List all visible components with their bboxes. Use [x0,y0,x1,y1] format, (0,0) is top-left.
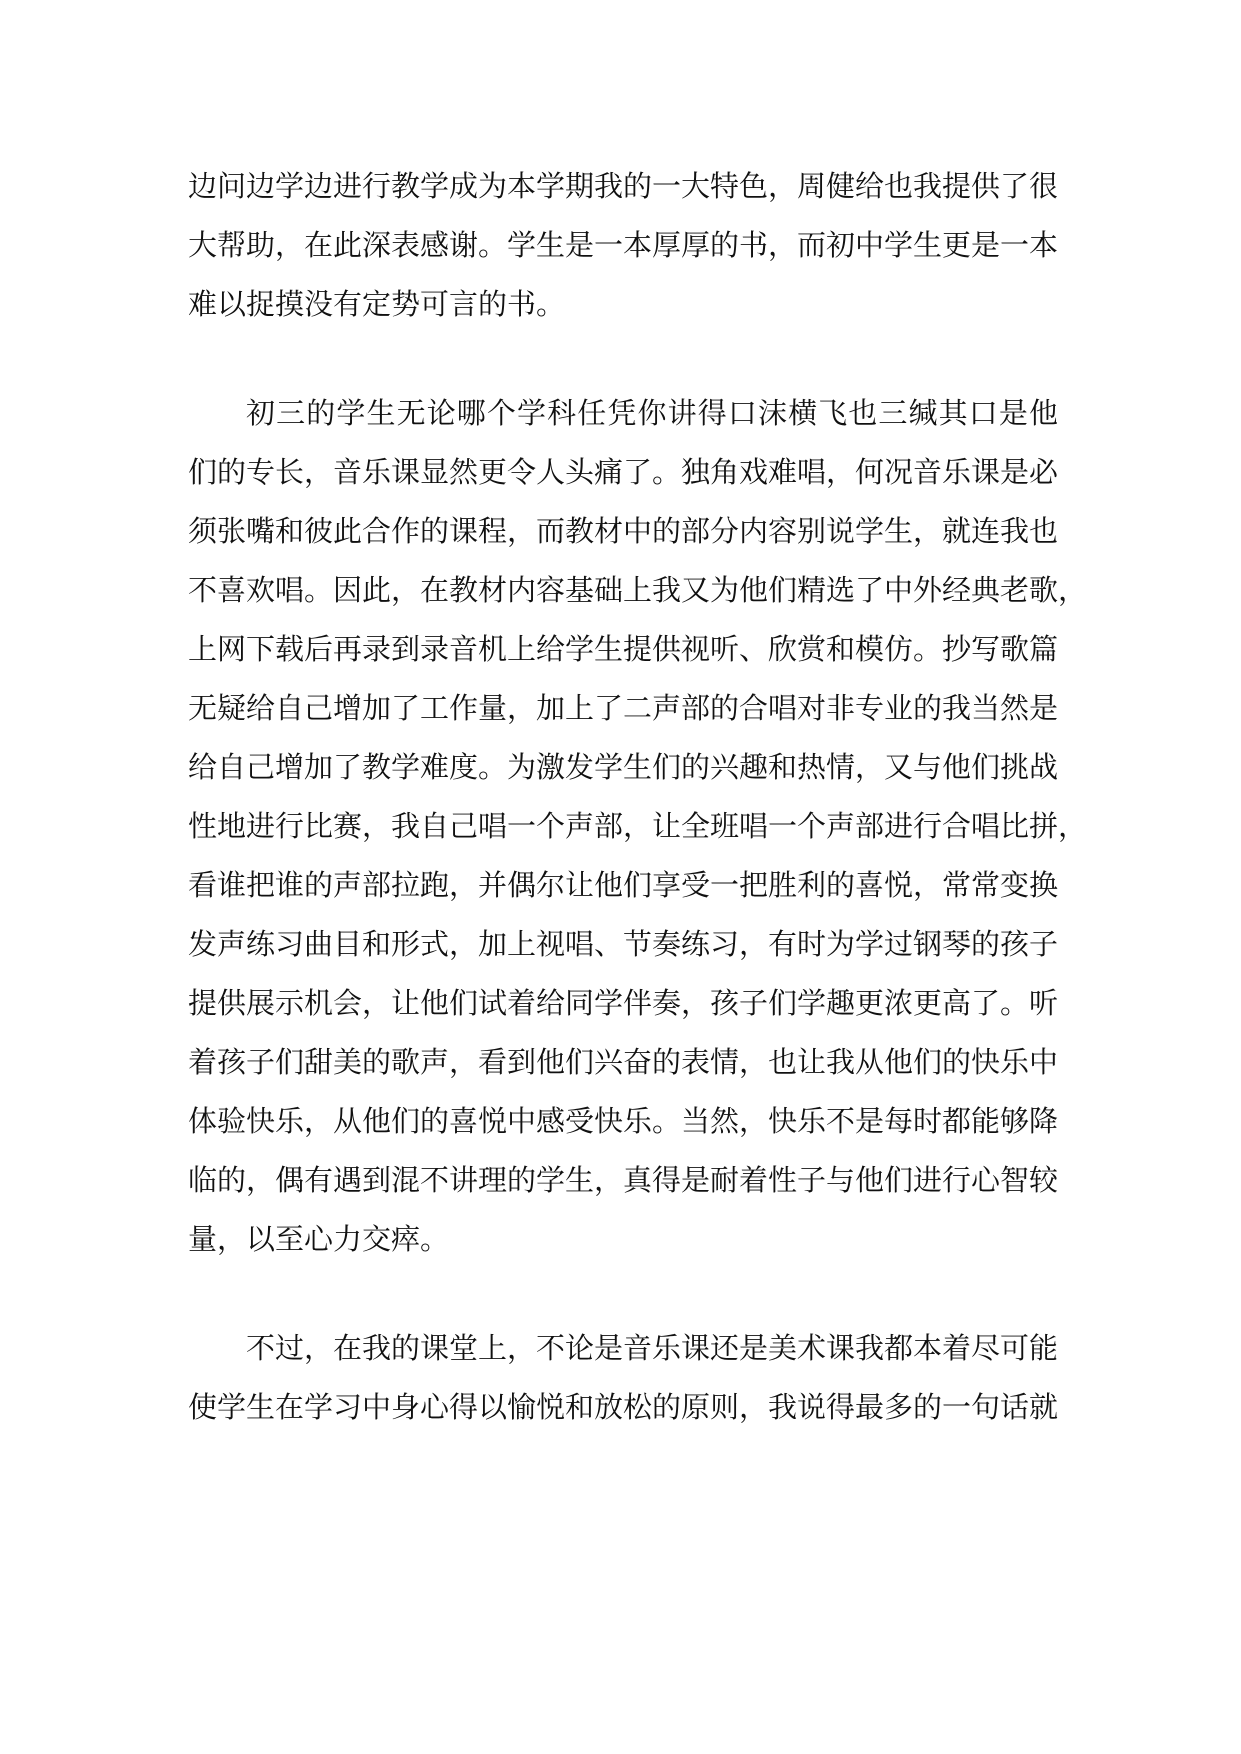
paragraph-3-line-2: 使学生在学习中身心得以愉悦和放松的原则，我说得最多的一句话就 [188,1390,1059,1424]
paragraph-2-line-13: 体验快乐，从他们的喜悦中感受快乐。当然，快乐不是每时都能够降 [188,1104,1059,1138]
paragraph-2-line-7: 给自己增加了教学难度。为激发学生们的兴趣和热情，又与他们挑战 [188,750,1059,784]
paragraph-2-line-4: 不喜欢唱。因此，在教材内容基础上我又为他们精选了中外经典老歌， [188,573,1088,607]
paragraph-2-line-9: 看谁把谁的声部拉跑，并偶尔让他们享受一把胜利的喜悦，常常变换 [188,868,1059,902]
paragraph-2-line-12: 着孩子们甜美的歌声，看到他们兴奋的表情，也让我从他们的快乐中 [188,1045,1059,1079]
paragraph-1-line-3: 难以捉摸没有定势可言的书。 [188,287,566,321]
paragraph-2-line-1: 初三的学生无论哪个学科任凭你讲得口沫横飞也三缄其口是他 [246,396,1058,430]
paragraph-3-line-1: 不过，在我的课堂上，不论是音乐课还是美术课我都本着尽可能 [246,1331,1059,1365]
paragraph-2-line-2: 们的专长，音乐课显然更令人头痛了。独角戏难唱，何况音乐课是必 [188,455,1059,489]
paragraph-1-line-2: 大帮助，在此深表感谢。学生是一本厚厚的书，而初中学生更是一本 [188,228,1059,262]
paragraph-2-line-11: 提供展示机会，让他们试着给同学伴奏，孩子们学趣更浓更高了。听 [188,986,1059,1020]
paragraph-2-line-14: 临的，偶有遇到混不讲理的学生，真得是耐着性子与他们进行心智较 [188,1163,1059,1197]
paragraph-2-line-5: 上网下载后再录到录音机上给学生提供视听、欣赏和模仿。抄写歌篇 [188,632,1059,666]
paragraph-2-line-15: 量，以至心力交瘁。 [188,1222,450,1256]
paragraph-2-line-10: 发声练习曲目和形式，加上视唱、节奏练习，有时为学过钢琴的孩子 [188,927,1059,961]
paragraph-1-line-1: 边问边学边进行教学成为本学期我的一大特色，周健给也我提供了很 [188,169,1059,203]
paragraph-2-line-3: 须张嘴和彼此合作的课程，而教材中的部分内容别说学生，就连我也 [188,514,1059,548]
paragraph-2-line-8: 性地进行比赛，我自己唱一个声部，让全班唱一个声部进行合唱比拼， [188,809,1088,843]
paragraph-2-line-6: 无疑给自己增加了工作量，加上了二声部的合唱对非专业的我当然是 [188,691,1059,725]
